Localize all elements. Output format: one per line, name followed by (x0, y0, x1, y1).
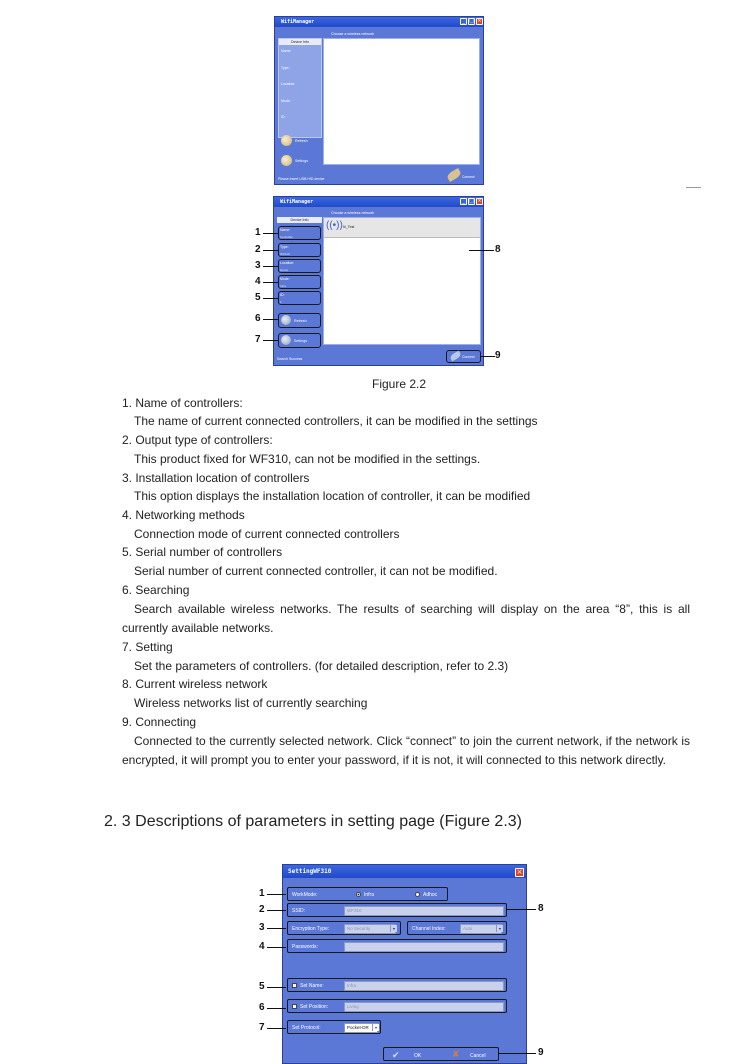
channel-label: Channel Index: (412, 926, 446, 932)
window-title: WifiManager (275, 17, 483, 27)
callout-line-5 (263, 298, 278, 299)
location-label: Location: (280, 261, 295, 265)
item-7-title: 7. Setting (122, 640, 173, 654)
close-button[interactable]: × (477, 18, 482, 24)
refresh-button[interactable] (278, 313, 321, 328)
id-value: 1 (280, 300, 282, 304)
callout-9: 9 (495, 350, 501, 361)
password-row (287, 939, 507, 953)
callout-line-6 (263, 319, 278, 320)
network-name: hi_Test (343, 225, 355, 229)
infra-label: Infra (364, 892, 375, 898)
type-field-box (278, 243, 321, 257)
item-9-title: 9. Connecting (122, 715, 197, 729)
name-value: Controller (280, 235, 294, 239)
minimize-button[interactable]: _ (460, 18, 467, 25)
id-label: ID: (280, 293, 285, 297)
item-5-desc: Serial number of current connected controller, it can not be modified. (134, 564, 498, 578)
set-name-checkbox[interactable] (292, 983, 297, 988)
type-label: Type: (281, 66, 290, 70)
callout-6: 6 (255, 313, 261, 324)
settings-window-title: SettingWF310 (283, 865, 526, 878)
set-position-checkbox[interactable] (292, 1004, 297, 1009)
window-title: WifiManager (274, 197, 483, 207)
callout-3: 3 (259, 922, 265, 933)
set-position-row (287, 999, 507, 1013)
check-icon: ✔ (392, 1050, 400, 1060)
channel-select[interactable]: Auto (460, 924, 502, 934)
connect-label: Connect (462, 355, 475, 359)
callout-1: 1 (255, 227, 261, 238)
cross-icon: ✘ (452, 1049, 460, 1059)
callout-2: 2 (255, 244, 261, 255)
item-8-title: 8. Current wireless network (122, 677, 268, 691)
callout-8: 8 (495, 244, 501, 255)
refresh-label: Refresh (294, 319, 307, 323)
callout-1: 1 (259, 888, 265, 899)
item-3-desc: This option displays the installation location of controller, it can be modified (134, 489, 531, 503)
chevron-down-icon[interactable]: ▾ (372, 1024, 379, 1031)
set-protocol-label: Set Protocol: (292, 1025, 321, 1031)
workmode-row (287, 887, 448, 901)
set-position-label: Set Position: (300, 1004, 329, 1010)
mode-label: Mode: (281, 99, 291, 103)
network-list-area[interactable] (323, 217, 481, 345)
set-protocol-select[interactable]: Pocket-DR (344, 1023, 378, 1033)
callout-line-4 (263, 282, 278, 283)
callout-line-2 (263, 250, 278, 251)
password-label: Passwords: (292, 944, 318, 950)
workmode-label: WorkMode: (292, 892, 318, 898)
choose-network-label: Choose a wireless network (331, 211, 374, 215)
divider (686, 187, 701, 188)
close-button[interactable]: × (477, 198, 482, 204)
name-label: Name: (281, 49, 292, 53)
close-button[interactable]: × (516, 868, 523, 876)
chevron-down-icon[interactable]: ▾ (390, 925, 397, 932)
connect-icon (449, 351, 462, 362)
minimize-button[interactable]: _ (460, 198, 467, 205)
callout-5: 5 (259, 981, 265, 992)
mode-field-box (278, 275, 321, 289)
item-2-title: 2. Output type of controllers: (122, 433, 273, 447)
item-7-desc: Set the parameters of controllers. (for detailed description, refer to 2.3) (134, 659, 509, 673)
item-1-title: 1. Name of controllers: (122, 396, 243, 410)
adhoc-label: Adhoc (423, 892, 438, 898)
item-9-desc: Connected to the currently selected network. Click “connect” to join the current network, if the network is encrypted, it will prompt you to enter your password, if it is not, it will connected to this network directly. (122, 734, 690, 767)
settings-window (282, 864, 527, 1064)
refresh-icon (281, 315, 291, 325)
callout-7: 7 (255, 334, 261, 345)
item-6-desc: Search available wireless networks. The results of searching will display on the area “8”, this is all currently available networks. (122, 602, 690, 635)
maximize-button[interactable]: □ (469, 18, 474, 24)
callout-4: 4 (259, 941, 265, 952)
maximize-button[interactable]: □ (469, 198, 474, 204)
callout-line-6 (267, 1008, 286, 1009)
callout-line-7 (267, 1028, 286, 1029)
mode-label: Mode: (280, 277, 290, 281)
set-name-row (287, 978, 507, 992)
ssid-label: SSID: (292, 908, 306, 914)
wifi-manager-window-empty (274, 16, 484, 185)
ssid-row (287, 903, 507, 917)
name-field-box (278, 226, 321, 240)
type-value: WF310 (280, 252, 290, 256)
item-8-desc: Wireless networks list of currently searching (134, 696, 368, 710)
settings-button[interactable] (278, 333, 321, 348)
settings-button[interactable]: Settings (295, 159, 308, 163)
item-2-desc: This product fixed for WF310, can not be modified in the settings. (134, 452, 481, 466)
wifi-signal-icon: ((•)) (326, 220, 343, 231)
connect-icon (446, 168, 462, 182)
set-protocol-row (287, 1020, 381, 1034)
mode-value: Infra (280, 284, 287, 288)
connect-label: Connect (462, 175, 475, 179)
chevron-down-icon[interactable]: ▾ (496, 925, 503, 932)
name-label: Name: (280, 228, 291, 232)
callout-line-1 (263, 233, 278, 234)
item-4-desc: Connection mode of current connected controllers (134, 527, 400, 541)
network-row[interactable] (324, 218, 480, 238)
callout-line-8 (506, 909, 536, 910)
callout-8: 8 (538, 903, 544, 914)
callout-line-3 (263, 266, 278, 267)
encryption-select[interactable]: No Security (344, 924, 396, 934)
item-5-title: 5. Serial number of controllers (122, 545, 283, 559)
encryption-label: Encryption Type: (292, 926, 330, 932)
callout-3: 3 (255, 260, 261, 271)
set-position-input[interactable]: Living (344, 1002, 504, 1012)
callout-line-9 (498, 1053, 536, 1054)
ok-button[interactable]: OK (414, 1053, 422, 1059)
network-list-area[interactable] (323, 38, 480, 165)
item-6-title: 6. Searching (122, 583, 190, 597)
settings-icon[interactable] (281, 155, 292, 166)
ok-cancel-row (383, 1047, 499, 1061)
callout-2: 2 (259, 904, 265, 915)
item-1-desc: The name of current connected controllers, it can be modified in the settings (134, 414, 538, 428)
location-field-box (278, 259, 321, 273)
ssid-input[interactable]: WF310 (344, 906, 504, 916)
choose-network-label: Choose a wireless network (331, 32, 374, 36)
location-value: Home (280, 268, 289, 272)
location-label: Location: (281, 82, 296, 86)
settings-label: Settings (294, 339, 307, 343)
channel-row (407, 921, 507, 935)
device-info-panel (278, 38, 322, 138)
connect-button[interactable] (446, 350, 481, 363)
status-text: Please insert USB HID device (278, 177, 325, 181)
callout-line-4 (267, 947, 286, 948)
callout-line-9 (480, 356, 495, 357)
callout-line-8 (469, 250, 494, 251)
item-3-title: 3. Installation location of controllers (122, 471, 310, 485)
callout-9: 9 (538, 1047, 544, 1058)
callout-7: 7 (259, 1022, 265, 1033)
refresh-button[interactable]: Refresh (295, 139, 308, 143)
callout-6: 6 (259, 1002, 265, 1013)
password-input[interactable] (344, 942, 504, 952)
settings-icon (281, 335, 291, 345)
device-info-header: Device Info (277, 217, 322, 223)
wifi-manager-window-annotated (273, 196, 484, 366)
callout-line-7 (263, 340, 278, 341)
id-field-box (278, 291, 321, 305)
section-heading: 2. 3 Descriptions of parameters in setting page (Figure 2.3) (104, 813, 522, 830)
infra-radio[interactable] (356, 892, 361, 897)
item-4-title: 4. Networking methods (122, 508, 245, 522)
id-label: ID: (281, 115, 286, 119)
refresh-icon[interactable] (281, 135, 292, 146)
set-name-label: Set Name: (300, 983, 324, 989)
cancel-button[interactable]: Cancel (470, 1053, 486, 1059)
callout-line-1 (267, 894, 286, 895)
set-name-input[interactable]: Infra (344, 981, 504, 991)
status-text: Search Success (277, 357, 303, 361)
callout-4: 4 (255, 276, 261, 287)
figure-caption: Figure 2.2 (372, 377, 427, 391)
callout-line-3 (267, 928, 286, 929)
callout-line-5 (267, 987, 286, 988)
device-info-header: Device Info (279, 39, 321, 45)
adhoc-radio[interactable] (415, 892, 420, 897)
callout-5: 5 (255, 292, 261, 303)
callout-line-2 (267, 910, 286, 911)
type-label: Type: (280, 245, 289, 249)
encryption-row (287, 921, 401, 935)
